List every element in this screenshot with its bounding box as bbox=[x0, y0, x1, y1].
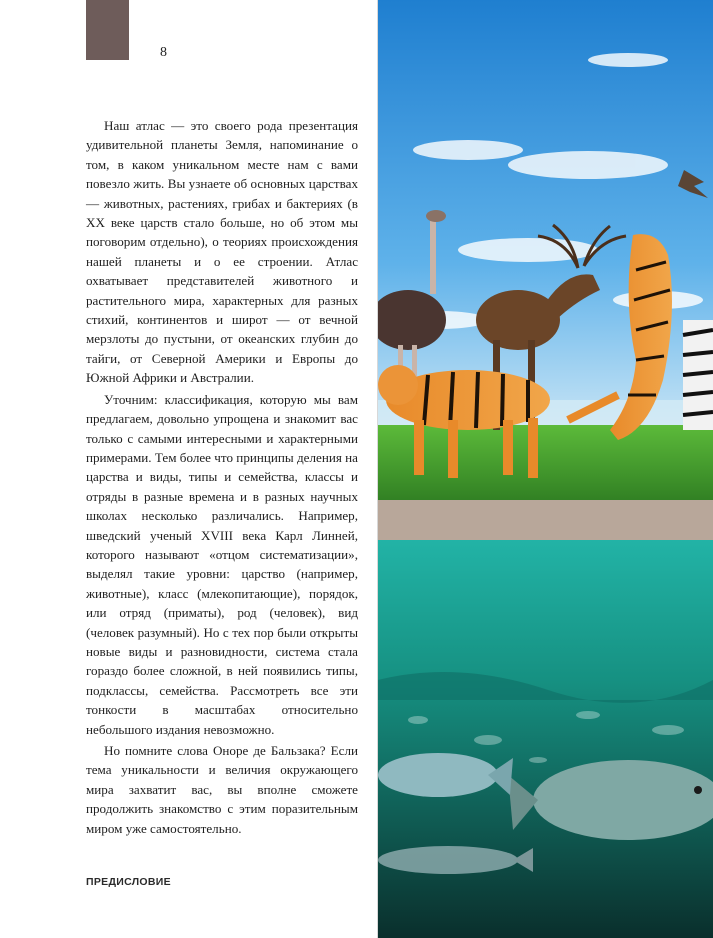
chapter-tab bbox=[86, 0, 129, 60]
page-number: 8 bbox=[160, 45, 167, 60]
zebra-icon bbox=[683, 320, 713, 430]
paragraph-1: Наш атлас — это своего рода презентация удивительной планеты Земля, напоминание о том, в каком уникальном месте нам с вами повезло жить. Вы узнаете об основных царствах — животных, растениях, грибах и бактериях (в XX веке царств стало больше, но об этом мы поговорим отдельно), о теориях происхождения нашей планеты и о ее строении. Атлас охватывает представителей животного и растительного мира, характерных для разных стихий, континентов и широт — от вечной мерзлоты до пустыни, от океанских глубин до тайги, от Северной Америки и Европы до Южной Африки и Австралии. bbox=[86, 118, 358, 386]
illustration-svg bbox=[378, 0, 713, 938]
shoreline bbox=[378, 500, 713, 540]
nature-illustration bbox=[378, 0, 713, 938]
paragraph-3: Но помните слова Оноре де Бальзака? Если тема уникальности и величия окружающего мира захватит вас, вы вполне сможете продолжить знакомство с этим поразительным миром уже самостоятельно. bbox=[86, 743, 358, 836]
section-label: ПРЕДИСЛОВИЕ bbox=[86, 876, 171, 888]
grass-field bbox=[378, 425, 713, 505]
underwater bbox=[378, 540, 713, 938]
body-text bbox=[86, 116, 358, 840]
paragraph-2: Уточним: классификация, которую мы вам предлагаем, довольно упрощена и знакомит вас только с самыми интересными и характерными примерами. Тем более что принципы деления на царства и виды, типы и семейства, классы и отряды в разные времена и в разных научных школах несколько различались. Например, шведский ученый XVIII века Карл Линней, которого называют «отцом систематизации», выделял такие уровни: царство (например, животные), класс (млекопитающие), порядок, или отряд (приматы), род (человек), вид (человек разумный). Но с тех пор были открыты новые виды и разновидности, система стала гораздо более сложной, в ней появились типы, подклассы, семейства. Рассмотреть все эти тонкости в масштабах относительно небольшого издания невозможно. bbox=[86, 391, 358, 737]
